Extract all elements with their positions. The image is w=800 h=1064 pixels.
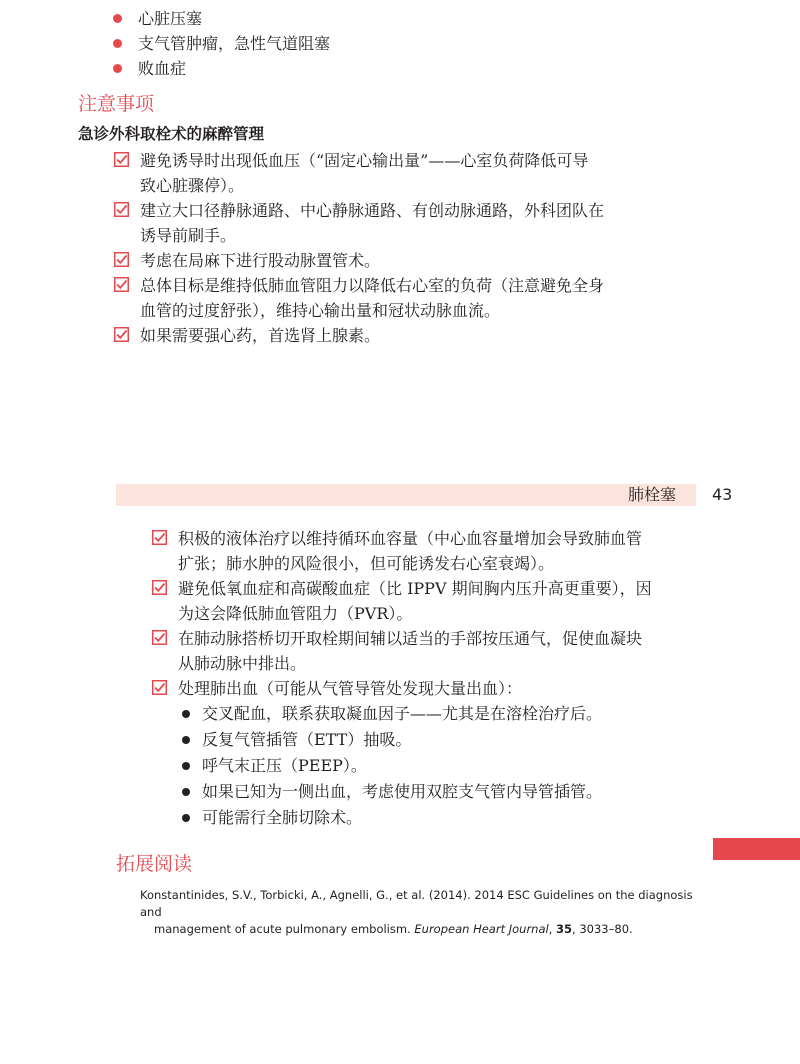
bullet-dot-icon bbox=[182, 814, 190, 822]
list-item: 呼气末正压（PEEP）。 bbox=[180, 753, 712, 779]
bullet-dot-icon bbox=[182, 788, 190, 796]
list-item: 支气管肿瘤，急性气道阻塞 bbox=[110, 31, 330, 56]
top-bullet-list bbox=[110, 6, 330, 81]
checkbox-check-icon bbox=[114, 277, 129, 292]
page-header-band bbox=[116, 484, 696, 506]
checkbox-check-icon bbox=[152, 580, 167, 595]
reference-journal: European Heart Journal bbox=[414, 922, 549, 936]
checkbox-check-icon bbox=[152, 630, 167, 645]
bullet-dot-icon bbox=[182, 762, 190, 770]
bullet-dot-icon bbox=[113, 14, 122, 23]
further-reading-heading: 拓展阅读 bbox=[116, 853, 193, 875]
checkbox-check-icon bbox=[114, 152, 129, 167]
list-item: 心脏压塞 bbox=[110, 6, 330, 31]
list-item: 在肺动脉搭桥切开取栓期间辅以适当的手部按压通气，促使血凝块 从肺动脉中排出。 bbox=[152, 626, 712, 676]
precautions-checklist bbox=[114, 148, 694, 348]
checkbox-check-icon bbox=[114, 327, 129, 342]
bullet-dot-icon bbox=[182, 710, 190, 718]
reference-entry bbox=[140, 887, 700, 938]
reference-volume: 35 bbox=[556, 922, 573, 936]
list-item: 反复气管插管（ETT）抽吸。 bbox=[180, 727, 712, 753]
checkbox-check-icon bbox=[114, 202, 129, 217]
list-item: 总体目标是维持低肺血管阻力以降低右心室的负荷（注意避免全身 血管的过度舒张），维持心输出量和冠状动脉血流。 bbox=[114, 273, 694, 323]
page-number: 43 bbox=[712, 485, 733, 504]
continued-checklist bbox=[152, 526, 712, 831]
list-item: 可能需行全肺切除术。 bbox=[180, 805, 712, 831]
checkbox-check-icon bbox=[114, 252, 129, 267]
bullet-dot-icon bbox=[113, 39, 122, 48]
list-item: 避免诱导时出现低血压（“固定心输出量”——心室负荷降低可导 致心脏骤停）。 bbox=[114, 148, 694, 198]
checkbox-check-icon bbox=[152, 530, 167, 545]
checkbox-check-icon bbox=[152, 680, 167, 695]
page-header-title: 肺栓塞 bbox=[627, 485, 676, 504]
list-item: 建立大口径静脉通路、中心静脉通路、有创动脉通路，外科团队在 诱导前刷手。 bbox=[114, 198, 694, 248]
reference-line2: management of acute pulmonary embolism. European Heart Journal, 35, 3033–80. bbox=[154, 922, 633, 936]
bullet-dot-icon bbox=[113, 64, 122, 73]
precautions-subheading: 急诊外科取栓术的麻醉管理 bbox=[78, 124, 265, 143]
list-item: 如果需要强心药，首选肾上腺素。 bbox=[114, 323, 694, 348]
chapter-side-tab bbox=[713, 838, 800, 860]
bullet-dot-icon bbox=[182, 736, 190, 744]
list-item: 如果已知为一侧出血，考虑使用双腔支气管内导管插管。 bbox=[180, 779, 712, 805]
list-item: 败血症 bbox=[110, 56, 330, 81]
list-item: 处理肺出血（可能从气管导管处发现大量出血）： 交叉配血，联系获取凝血因子——尤其是在溶栓治疗后。 反复气管插管（ETT）抽吸。 呼气末正压（PEEP）。 如果已知为一侧出血，考虑使用双腔支气管内导管插管。 可能需行全肺切除术。 bbox=[152, 676, 712, 831]
list-item: 考虑在局麻下进行股动脉置管术。 bbox=[114, 248, 694, 273]
list-item: 交叉配血，联系获取凝血因子——尤其是在溶栓治疗后。 bbox=[180, 701, 712, 727]
list-item: 积极的液体治疗以维持循环血容量（中心血容量增加会导致肺血管 扩张；肺水肿的风险很小，但可能诱发右心室衰竭）。 bbox=[152, 526, 712, 576]
reference-authors: Konstantinides, S.V., Torbicki, A., Agnelli, G., et al. (2014). 2014 ESC Guidelines on the diagnosis and bbox=[140, 888, 693, 919]
hemorrhage-sublist bbox=[180, 701, 712, 831]
list-item: 避免低氧血症和高碳酸血症（比 IPPV 期间胸内压升高更重要），因 为这会降低肺血管阻力（PVR）。 bbox=[152, 576, 712, 626]
precautions-heading: 注意事项 bbox=[78, 93, 155, 115]
